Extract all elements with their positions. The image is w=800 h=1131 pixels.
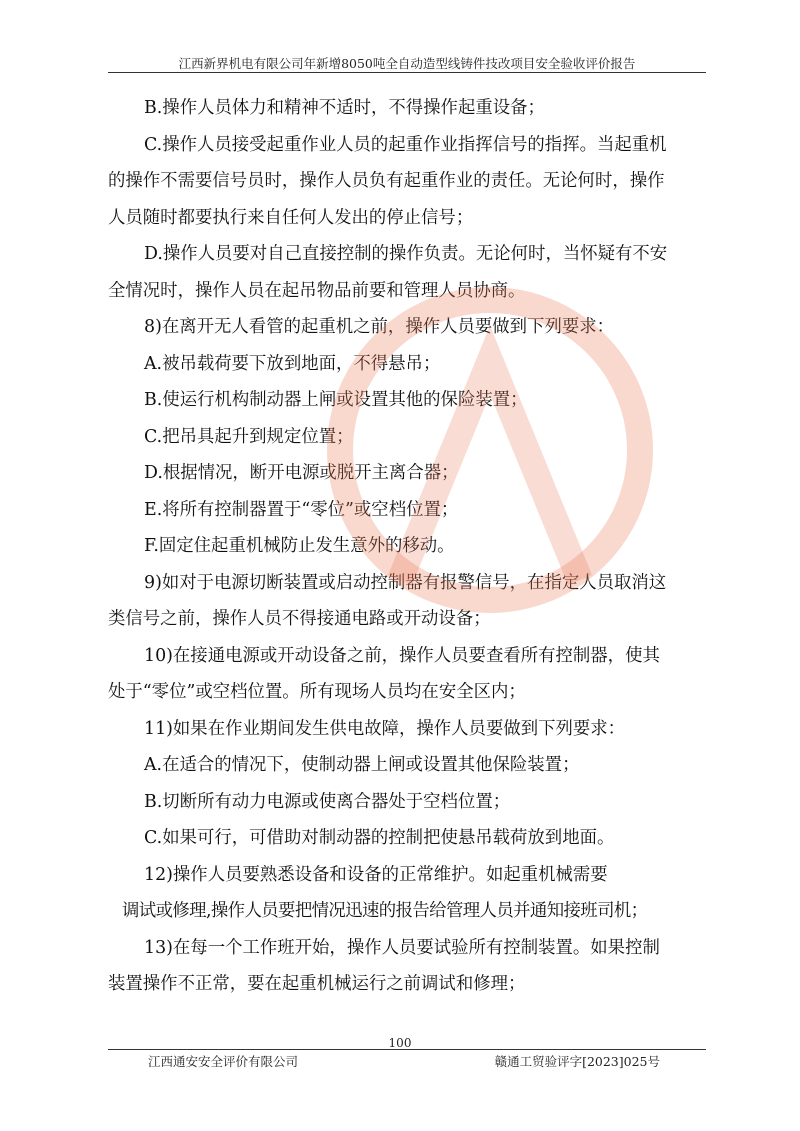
paragraph-line: 人员随时都要执行来自任何人发出的停止信号； bbox=[108, 207, 474, 228]
paragraph-line: F.固定住起重机械防止发生意外的移动。 bbox=[144, 536, 455, 556]
page-number: 100 bbox=[388, 1036, 412, 1050]
paragraph-line: B.使运行机构制动器上闸或设置其他的保险装置； bbox=[144, 390, 528, 410]
paragraph-line: D.根据情况，断开电源或脱开主离合器； bbox=[144, 463, 459, 483]
paragraph-line: 12)操作人员要熟悉设备和设备的正常维护。如起重机械需要 bbox=[144, 864, 608, 885]
document-body bbox=[108, 90, 708, 1003]
paragraph-line: 10)在接通电源或开动设备之前，操作人员要查看所有控制器，使其 bbox=[144, 645, 660, 666]
paragraph-line: 13)在每一个工作班开始，操作人员要试验所有控制装置。如果控制 bbox=[144, 937, 660, 958]
paragraph-line: C.操作人员接受起重作业人员的起重作业指挥信号的指挥。当起重机 bbox=[144, 134, 667, 155]
paragraph-line: 9)如对于电源切断装置或启动控制器有报警信号，在指定人员取消这 bbox=[144, 572, 667, 593]
paragraph-line: A.在适合的情况下，使制动器上闸或设置其他保险装置； bbox=[144, 755, 580, 775]
paragraph-line: D.操作人员要对自己直接控制的操作负责。无论何时，当怀疑有不安 bbox=[144, 244, 668, 264]
paragraph-line: 处于“零位”或空档位置。所有现场人员均在安全区内； bbox=[108, 682, 526, 702]
paragraph-line: 8)在离开无人看管的起重机之前，操作人员要做到下列要求： bbox=[144, 317, 615, 337]
paragraph-line: C.如果可行，可借助对制动器的控制把使悬吊载荷放到地面。 bbox=[144, 828, 615, 848]
paragraph-line: C.把吊具起升到规定位置； bbox=[144, 426, 354, 447]
paragraph-line: E.将所有控制器置于“零位”或空档位置； bbox=[144, 499, 459, 520]
paragraph-line: B.操作人员体力和精神不适时，不得操作起重设备； bbox=[144, 98, 545, 118]
header-divider bbox=[108, 72, 706, 73]
paragraph-line: 调试或修理,操作人员要把情况迅速的报告给管理人员并通知接班司机； bbox=[122, 901, 648, 921]
paragraph-line: A.被吊载荷要下放到地面，不得悬吊； bbox=[144, 353, 441, 374]
footer-report-number: 赣通工贸验评字[2023]025号 bbox=[494, 1054, 660, 1069]
paragraph-line: 的操作不需要信号员时，操作人员负有起重作业的责任。无论何时，操作 bbox=[108, 171, 665, 191]
footer-divider bbox=[108, 1049, 706, 1050]
paragraph-line: B.切断所有动力电源或使离合器处于空档位置； bbox=[144, 791, 511, 812]
paragraph-line: 类信号之前，操作人员不得接通电路或开动设备； bbox=[108, 609, 491, 629]
page-header: 江西新界机电有限公司年新增8050吨全自动造型线铸件技改项目安全验收评价报告 bbox=[178, 56, 636, 71]
footer-company: 江西通安安全评价有限公司 bbox=[148, 1054, 299, 1069]
paragraph-line: 装置操作不正常，要在起重机械运行之前调试和修理； bbox=[108, 974, 526, 994]
paragraph-line: 全情况时，操作人员在起吊物品前要和管理人员协商。 bbox=[108, 280, 526, 301]
paragraph-line: 11)如果在作业期间发生供电故障，操作人员要做到下列要求： bbox=[144, 718, 626, 739]
